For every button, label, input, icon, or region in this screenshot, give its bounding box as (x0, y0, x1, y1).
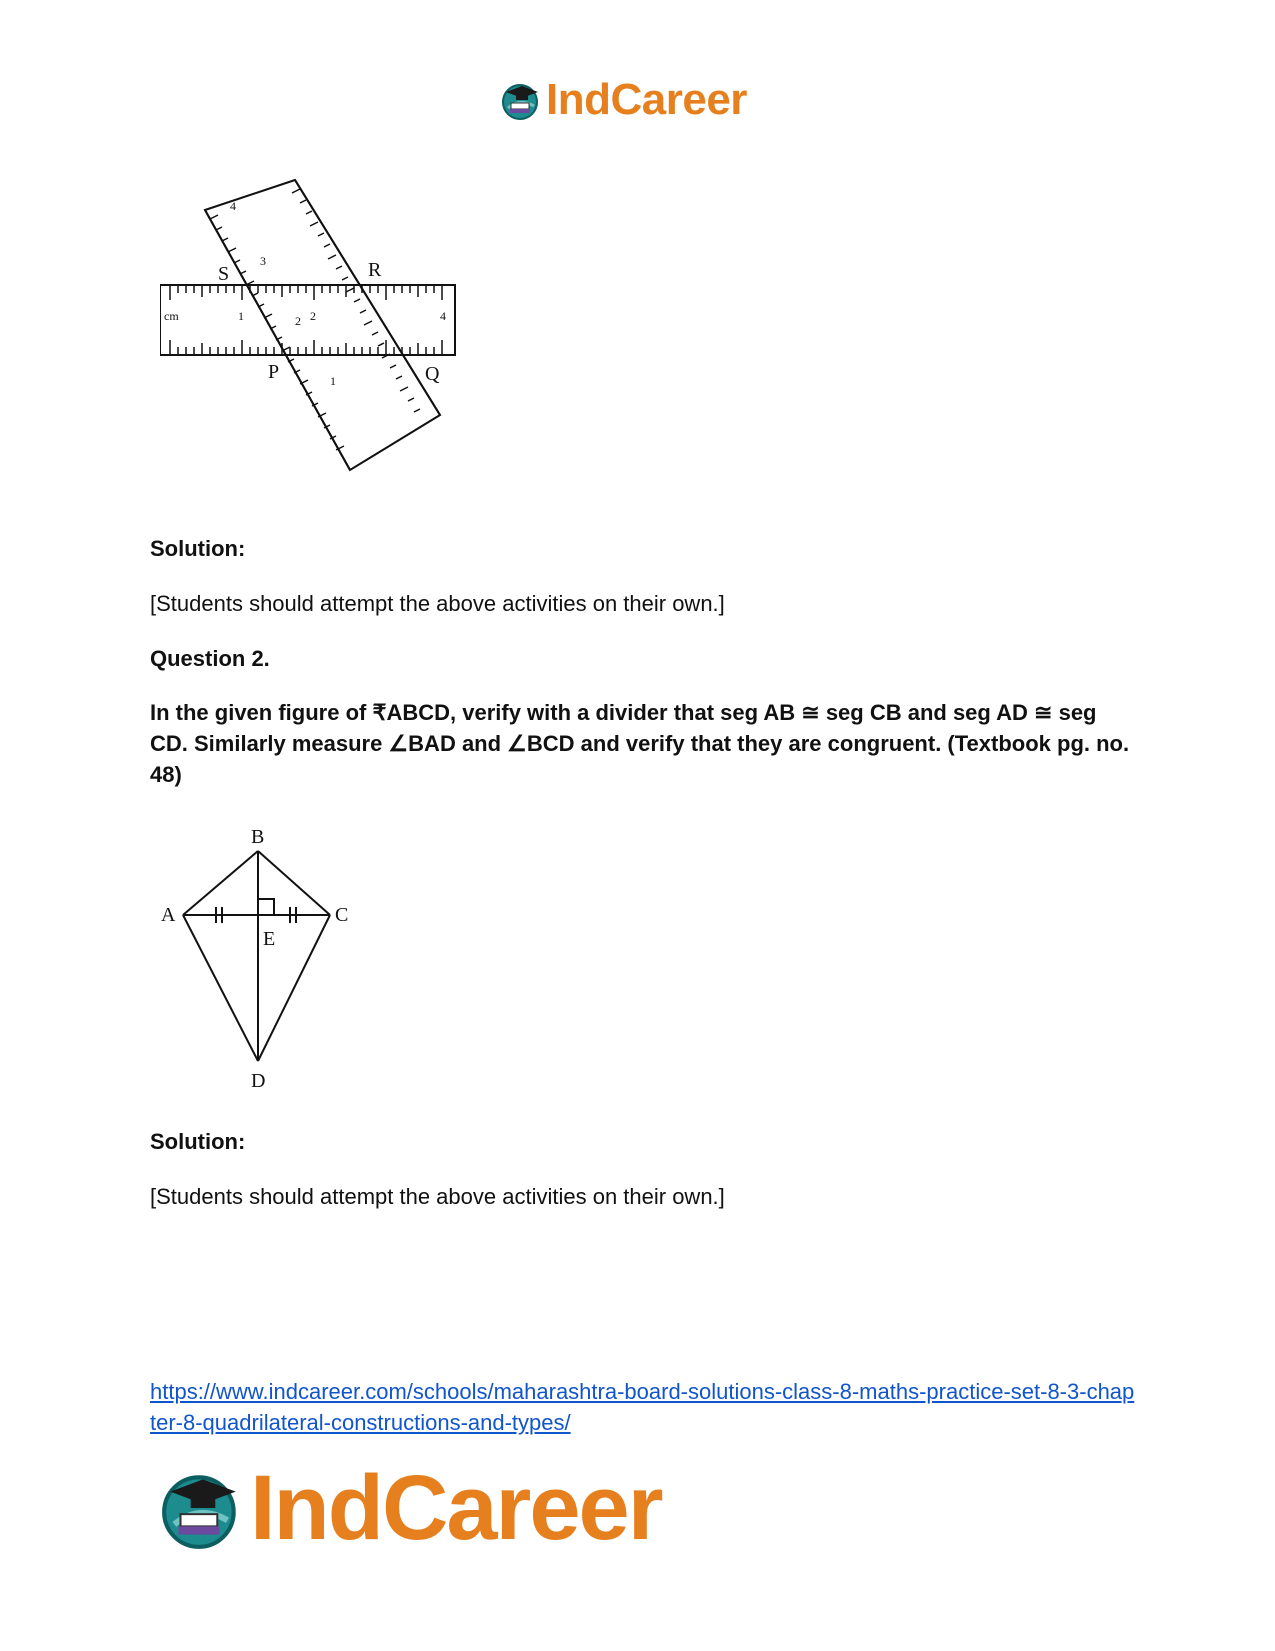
solution-1-answer: [Students should attempt the above activities on their own.] (150, 591, 725, 616)
ruler-setsquare-figure (160, 160, 490, 500)
vertex-label-b: B (251, 826, 265, 848)
point-label-r: R (368, 259, 382, 281)
logo-wordmark: IndCareer (546, 75, 747, 124)
question-2-heading: Question 2. (150, 646, 270, 671)
indcareer-logo-bottom (158, 1457, 662, 1559)
kite-abcd-figure (155, 815, 375, 1105)
vertex-label-d: D (251, 1070, 266, 1092)
setsquare-mark-3: 3 (260, 254, 266, 268)
globe-graduation-cap-icon (500, 78, 544, 122)
source-link[interactable]: https://www.indcareer.com/schools/maharashtra-board-solutions-class-8-maths-practice-set-8-3-chapter-8-quadrilateral-constructions-and-types/ (150, 1379, 1135, 1435)
ruler-mark-4: 4 (440, 309, 446, 323)
ruler-mark-1: 1 (238, 309, 244, 323)
point-label-s: S (218, 263, 230, 285)
vertex-label-a: A (161, 904, 176, 926)
setsquare-mark-1: 1 (330, 374, 336, 388)
solution-2-answer: [Students should attempt the above activities on their own.] (150, 1184, 725, 1209)
setsquare-mark-2: 2 (295, 314, 301, 328)
point-label-p: P (268, 361, 280, 383)
source-link-container (150, 1376, 1140, 1438)
setsquare-mark-4: 4 (230, 199, 236, 213)
indcareer-logo-top (500, 75, 747, 124)
solution-1-heading: Solution: (150, 536, 246, 561)
logo-wordmark: IndCareer (250, 1457, 662, 1559)
globe-graduation-cap-icon (158, 1463, 248, 1553)
point-label-e: E (263, 928, 276, 950)
ruler-unit-label: cm (164, 309, 179, 323)
ruler-mark-2: 2 (310, 309, 316, 323)
solution-2-heading: Solution: (150, 1129, 246, 1154)
question-2-text: In the given figure of ₹ABCD, verify with a divider that seg AB ≅ seg CB and seg AD ≅ seg CD. Similarly measure ∠BAD and ∠BCD and verify that they are congruent. (Textbook pg. no. 48) (150, 700, 1130, 787)
point-label-q: Q (425, 363, 440, 385)
vertex-label-c: C (335, 904, 349, 926)
